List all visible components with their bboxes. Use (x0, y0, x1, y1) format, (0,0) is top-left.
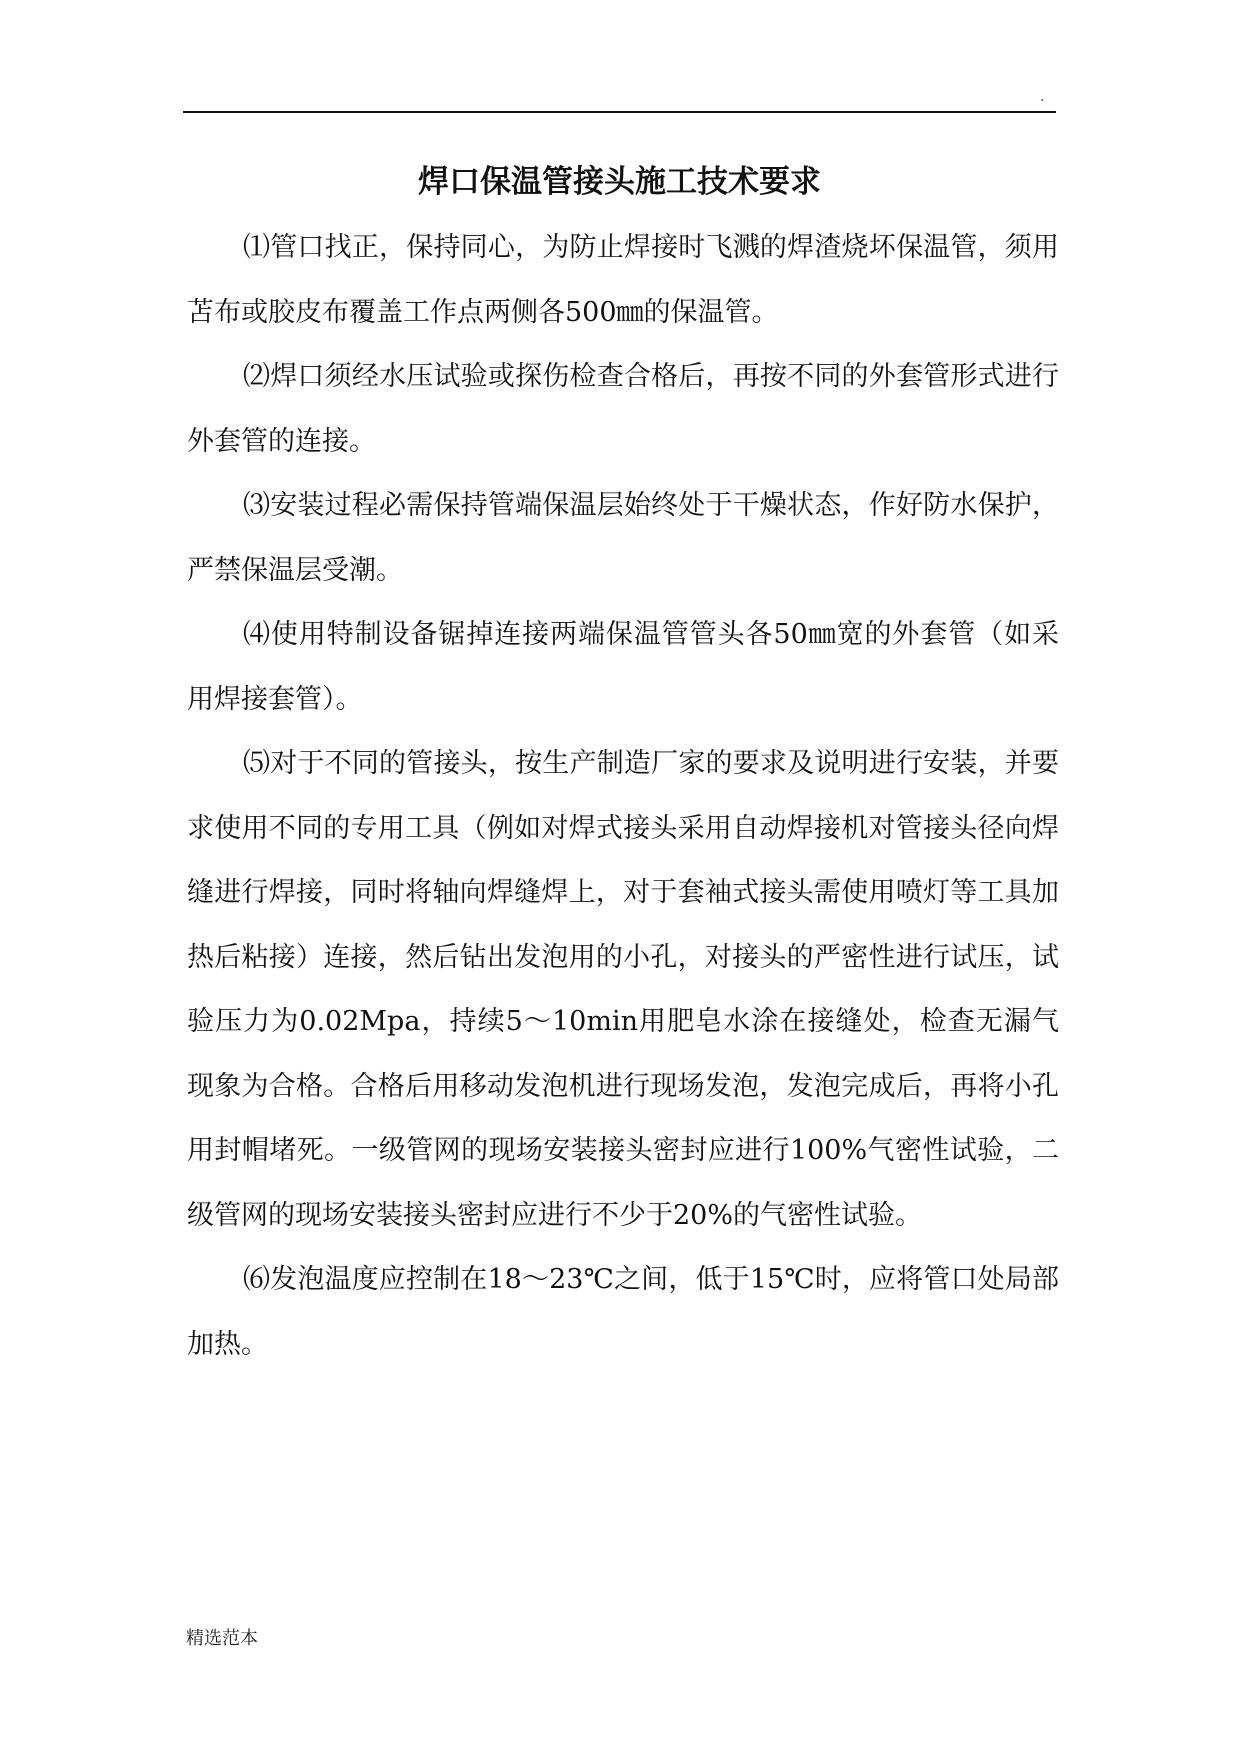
header-rule (183, 111, 1056, 113)
document-body (187, 216, 1059, 1377)
header-mark: . (1040, 89, 1045, 105)
paragraph-3: ⑶安装过程必需保持管端保温层始终处于干燥状态，作好防水保护，严禁保温层受潮。 (187, 490, 1059, 586)
paragraph-4: ⑷使用特制设备锯掉连接两端保温管管头各50㎜宽的外套管（如采用焊接套管）。 (187, 619, 1059, 715)
document-title: 焊口保温管接头施工技术要求 (418, 164, 821, 200)
footer-label: 精选范本 (186, 1628, 258, 1649)
paragraph-6: ⑹发泡温度应控制在18～23℃之间，低于15℃时，应将管口处局部加热。 (187, 1264, 1059, 1360)
paragraph-2: ⑵焊口须经水压试验或探伤检查合格后，再按不同的外套管形式进行外套管的连接。 (187, 361, 1059, 457)
paragraph-5: ⑸对于不同的管接头，按生产制造厂家的要求及说明进行安装，并要求使用不同的专用工具（例如对焊式接头采用自动焊接机对管接头径向焊缝进行焊接，同时将轴向焊缝焊上，对于套袖式接头需使用喷灯等工具加热后粘接）连接，然后钻出发泡用的小孔，对接头的严密性进行试压，试验压力为0.02Mpa，持续5～10min用肥皂水涂在接缝处，检查无漏气现象为合格。合格后用移动发泡机进行现场发泡，发泡完成后，再将小孔用封帽堵死。一级管网的现场安装接头密封应进行100%气密性试验，二级管网的现场安装接头密封应进行不少于20%的气密性试验。 (187, 748, 1059, 1231)
paragraph-1: ⑴管口找正，保持同心，为防止焊接时飞溅的焊渣烧坏保温管，须用苫布或胶皮布覆盖工作点两侧各500㎜的保温管。 (187, 232, 1059, 328)
